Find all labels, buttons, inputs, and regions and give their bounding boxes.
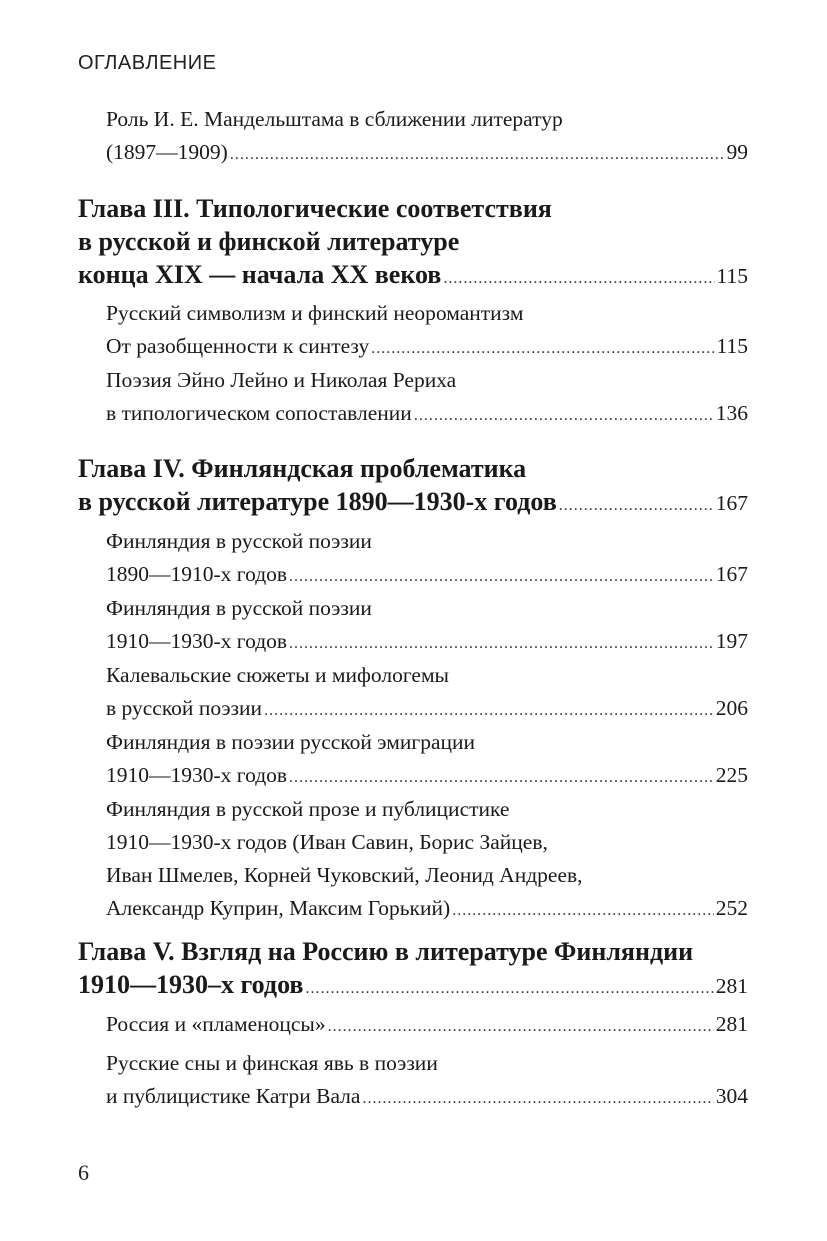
entry-title-line: Иван Шмелев, Корней Чуковский, Леонид Андреев, [106,863,583,887]
entry-page-number: 252 [715,896,748,920]
entry-page-number: 281 [715,1012,748,1036]
entry-page-number: 167 [715,562,748,586]
toc-entry[interactable] [106,297,748,363]
entry-page-number: 225 [715,763,748,787]
leader-dots [443,262,714,295]
entry-title-line: 1910—1930-х годов [106,629,288,653]
chapter-title-line: Глава III. Типологические соответствия [78,194,552,223]
entry-page-number: 281 [715,974,748,998]
entry-page-number: 115 [716,334,748,358]
entry-title-line: 1910—1930-х годов (Иван Савин, Борис Зайцев, [106,830,548,854]
leader-dots [230,138,725,171]
entry-page-number: 304 [715,1084,748,1108]
entry-title-line: 1890—1910-х годов [106,562,288,586]
toc-entry[interactable] [106,793,748,925]
entry-title-line: Русский символизм и финский неоромантизм [106,301,524,325]
entry-page-number: 136 [715,401,748,425]
running-header: ОГЛАВЛЕНИЕ [78,52,217,74]
chapter-title-line: Глава V. Взгляд на Россию в литературе Финляндии [78,937,694,966]
leader-dots [305,972,713,1005]
toc-entry[interactable] [106,1047,748,1113]
entry-title-line: 1910—1930-х годов [106,763,288,787]
chapter-title-line: в русской литературе 1890—1930-х годов [78,487,557,516]
leader-dots [414,399,714,432]
toc-entry[interactable] [106,103,748,169]
entry-page-number: 167 [715,491,748,515]
toc-chapter[interactable] [78,192,748,291]
leader-dots [452,894,714,927]
entry-title-line: Калевальские сюжеты и мифологемы [106,663,450,687]
entry-title-line: Финляндия в русской поэзии [106,596,372,620]
entry-title-line: и публицистике Катри Вала [106,1084,361,1108]
entry-page-number: 115 [716,264,748,288]
entry-title-line: Россия и «пламеноцсы» [106,1012,326,1036]
entry-title-line: От разобщенности к синтезу [106,334,370,358]
leader-dots [264,694,714,727]
toc-entry[interactable] [106,659,748,725]
chapter-title-line: Глава IV. Финляндская проблематика [78,454,527,483]
toc-entry[interactable] [106,592,748,658]
chapter-title-line: конца XIX — начала XX веков [78,260,442,289]
entry-page-number: 206 [715,696,748,720]
entry-title-line: (1897—1909) [106,140,228,164]
leader-dots [328,1010,714,1043]
entry-title-line: Финляндия в русской поэзии [106,529,372,553]
entry-title-line: в типологическом сопоставлении [106,401,412,425]
entry-title-line: Роль И. Е. Мандельштама в сближении литератур [106,107,563,131]
entry-title-line: в русской поэзии [106,696,263,720]
entry-title-line: Финляндия в русской прозе и публицистике [106,797,510,821]
entry-title-line: Александр Куприн, Максим Горький) [106,896,451,920]
leader-dots [289,560,714,593]
toc-entry[interactable] [106,364,748,430]
leader-dots [362,1082,713,1115]
chapter-title-line: 1910—1930–х годов [78,970,304,999]
page-number: 6 [78,1160,89,1185]
leader-dots [371,332,714,365]
toc-entry[interactable] [106,525,748,591]
leader-dots [559,489,714,522]
toc-entry[interactable] [106,726,748,792]
leader-dots [289,627,714,660]
toc-entry[interactable] [106,1008,748,1041]
entry-page-number: 99 [726,140,748,164]
entry-title-line: Финляндия в поэзии русской эмиграции [106,730,476,754]
toc-chapter[interactable] [78,935,748,1001]
toc-chapter[interactable] [78,452,748,518]
entry-page-number: 197 [715,629,748,653]
entry-title-line: Русские сны и финская явь в поэзии [106,1051,438,1075]
chapter-title-line: в русской и финской литературе [78,227,460,256]
entry-title-line: Поэзия Эйно Лейно и Николая Рериха [106,368,457,392]
leader-dots [289,761,714,794]
